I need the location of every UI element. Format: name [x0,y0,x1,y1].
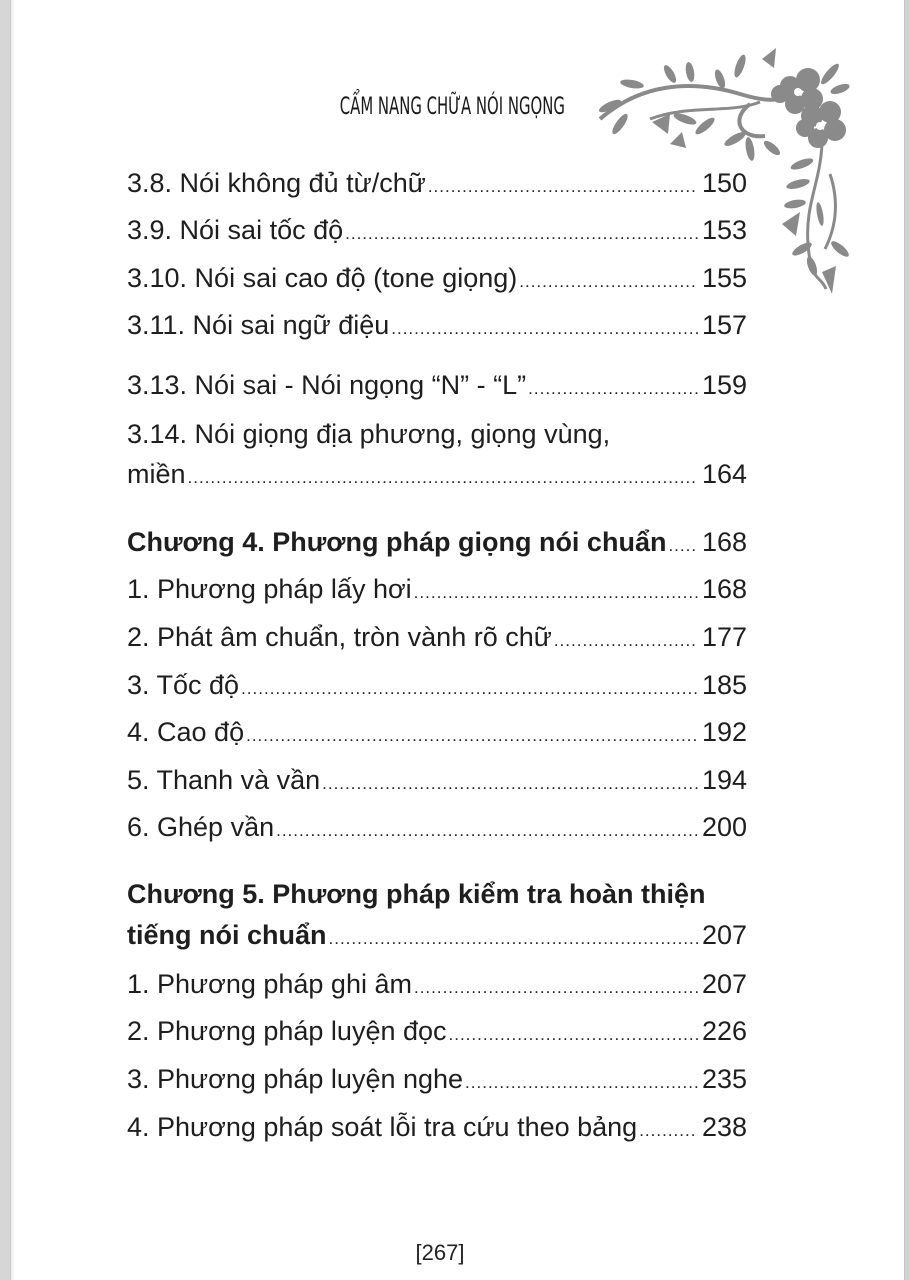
toc-entry-page: 155 [701,263,747,293]
toc-entry-label: 3.11. Nói sai ngữ điệu [127,310,390,340]
leaf [662,63,679,84]
toc-entry[interactable] [127,668,747,702]
toc-chapter-heading-first-line[interactable] [127,877,747,911]
toc-entry-page: 192 [701,717,747,747]
toc-entry[interactable] [127,1014,747,1048]
page-edge-right [904,0,910,1280]
leaf [619,78,644,90]
leaf [744,136,756,161]
leaf [693,115,717,137]
leaf [723,130,748,149]
toc-entry-page: 157 [701,310,747,340]
toc-entry-page: 168 [701,527,747,557]
leaf [610,112,630,136]
toc-entry-label: 2. Phương pháp luyện đọc [127,1016,447,1046]
toc-entry[interactable] [127,810,747,844]
dot-leader [528,372,698,406]
toc-entry-page: 177 [701,622,747,652]
dot-leader [188,461,698,495]
dot-leader [668,529,697,563]
toc-chapter-label: Chương 5. Phương pháp kiểm tra hoàn thiện [127,879,706,909]
toc-entry-page: 200 [701,812,747,842]
leaf [789,156,814,172]
toc-entry-label: 2. Phát âm chuẩn, tròn vành rõ chữ [127,622,552,652]
toc-entry-page: 226 [701,1016,747,1046]
leaf [785,177,810,191]
dot-leader [241,672,698,706]
toc-entry-label: 3.14. Nói giọng địa phương, giọng vùng, [127,419,611,449]
leaf [815,202,825,227]
flower-bud [762,48,776,68]
toc-entry[interactable] [127,620,747,654]
leaf [829,82,851,96]
toc-chapter-heading-continuation[interactable] [127,918,747,952]
toc-entry-first-line[interactable] [127,417,747,451]
toc-entry[interactable] [127,261,747,295]
flower-bud [782,212,800,236]
flower-bud [822,266,836,294]
toc-entry-page: 194 [701,765,747,795]
dot-leader [322,767,698,801]
toc-entry-label: 3.10. Nói sai cao độ (tone giọng) [127,263,518,293]
dot-leader [639,1114,698,1148]
leaf [829,239,851,259]
toc-chapter-label: Chương 4. Phương pháp giọng nói chuẩn [127,527,667,557]
toc-entry-continuation[interactable] [127,457,747,491]
vine-curl [739,104,765,136]
toc-entry-label: 3.13. Nói sai - Nói ngọng “N” - “L” [127,370,527,400]
dot-leader [329,922,698,956]
running-header-title: CẨM NANG CHỮA NÓI NGỌNG [339,92,565,120]
dot-leader [391,312,698,346]
dot-leader [519,265,698,299]
toc-entry-page: 150 [701,168,747,198]
dot-leader [428,170,698,204]
leaf [684,61,695,82]
toc-entry[interactable] [127,368,747,402]
toc-entry-page: 238 [701,1112,747,1142]
dot-leader [246,719,698,753]
toc-entry[interactable] [127,763,747,797]
toc-entry[interactable] [127,715,747,749]
toc-entry-page: 207 [701,969,747,999]
page-edge-left [0,0,11,1280]
toc-entry-label-continuation: miền [127,459,186,489]
toc-entry-page: 159 [701,370,747,400]
page-number: [267] [415,1240,465,1265]
toc-entry[interactable] [127,213,747,247]
toc-entry[interactable] [127,166,747,200]
toc-chapter-label-continuation: tiếng nói chuẩn [127,920,327,950]
toc-entry-page: 185 [701,670,747,700]
toc-entry-label: 1. Phương pháp lấy hơi [127,574,412,604]
toc-entry-page: 164 [701,459,747,489]
leaf [805,255,819,277]
leaf [762,139,782,158]
leaf [819,61,842,86]
toc-entry[interactable] [127,1110,747,1144]
toc-entry-label: 3. Phương pháp luyện nghe [127,1064,464,1094]
toc-entry-page: 153 [701,215,747,245]
toc-entry-label: 4. Cao độ [127,717,245,747]
flower-bud [670,132,686,148]
toc-entry[interactable] [127,967,747,1001]
toc-entry-page: 235 [701,1064,747,1094]
dot-leader [345,217,698,251]
toc-entry[interactable] [127,572,747,606]
toc-entry-label: 5. Thanh và vần [127,765,321,795]
toc-entry-label: 3. Tốc độ [127,670,240,700]
toc-entry[interactable] [127,1062,747,1096]
toc-entry-label: 3.8. Nói không đủ từ/chữ [127,168,426,198]
dot-leader [449,1018,698,1052]
toc-entry-page: 207 [701,920,747,950]
leaf [783,198,806,210]
dot-leader [414,971,698,1005]
dot-leader [554,624,698,658]
leaf [732,53,748,78]
toc-entry[interactable] [127,308,747,342]
dot-leader [414,576,698,610]
toc-entry-label: 6. Ghép vần [127,812,275,842]
vine-stem [600,86,790,119]
toc-chapter-heading[interactable] [127,525,747,559]
toc-entry-label: 3.9. Nói sai tốc độ [127,215,344,245]
dot-leader [276,814,698,848]
vine-stem [825,174,835,249]
page-edge-shadow [11,0,15,1280]
dot-leader [465,1066,698,1100]
toc-entry-label: 1. Phương pháp ghi âm [127,969,412,999]
toc-entry-page: 168 [701,574,747,604]
toc-entry-label: 4. Phương pháp soát lỗi tra cứu theo bảng [127,1112,638,1142]
